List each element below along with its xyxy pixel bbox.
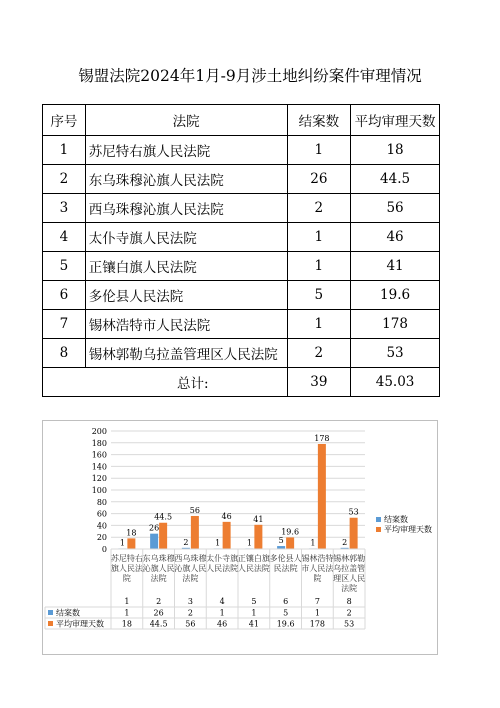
category-label: 人民法院: [237, 564, 270, 573]
row-no: 6: [43, 281, 86, 310]
category-label: 院: [313, 574, 322, 583]
row-court: 锡林浩特市人民法院: [85, 310, 287, 339]
total-cases: 39: [287, 368, 351, 397]
table-value: 18: [121, 619, 132, 629]
data-label: 1: [215, 538, 221, 548]
data-label: 26: [149, 523, 160, 533]
table-value: 1: [219, 608, 225, 618]
bar-days: [350, 518, 358, 549]
bar-days: [254, 525, 262, 549]
y-tick-label: 60: [96, 509, 107, 519]
row-cases: 26: [287, 165, 351, 194]
total-label: 总计:: [43, 368, 288, 397]
row-days: 44.5: [351, 165, 440, 194]
table-value: 44.5: [149, 619, 168, 629]
data-label: 56: [189, 505, 200, 515]
row-cases: 1: [287, 310, 351, 339]
table-row: [43, 223, 440, 252]
bar-days: [223, 522, 231, 549]
row-no: 1: [43, 136, 86, 165]
category-label: 正镶白旗: [237, 554, 270, 563]
row-days: 19.6: [351, 281, 440, 310]
row-cases: 1: [287, 223, 351, 252]
data-label: 178: [314, 433, 330, 443]
category-label: 旗人民法: [110, 564, 143, 573]
row-days: 46: [351, 223, 440, 252]
table-value: 1: [251, 608, 257, 618]
y-tick-label: 80: [96, 497, 107, 507]
table-row: [43, 281, 440, 310]
header-cases: 结案数: [287, 105, 351, 136]
table-row: [43, 310, 440, 339]
row-cases: 1: [287, 136, 351, 165]
table-value: 41: [248, 619, 259, 629]
category-label: 沁旗人民: [174, 564, 207, 573]
data-label: 44.5: [154, 512, 173, 522]
case-table: [42, 104, 440, 397]
row-days: 53: [351, 339, 440, 368]
bar-days: [127, 538, 135, 549]
row-court: 东乌珠穆沁旗人民法院: [85, 165, 287, 194]
category-number: 4: [219, 597, 225, 606]
header-court: 法院: [85, 105, 287, 136]
bar-days: [318, 444, 326, 549]
data-label: 19.6: [281, 527, 300, 537]
category-label: 法院: [341, 584, 358, 593]
table-value: 2: [346, 608, 352, 618]
row-days: 41: [351, 252, 440, 281]
category-number: 5: [251, 597, 257, 606]
row-no: 7: [43, 310, 86, 339]
data-label: 5: [278, 536, 284, 546]
category-label: 西乌珠穆: [174, 554, 207, 563]
table-legend-key: [48, 621, 53, 626]
row-cases: 1: [287, 252, 351, 281]
table-total-row: [43, 368, 440, 397]
y-tick-label: 0: [101, 545, 107, 554]
data-label: 53: [348, 507, 359, 517]
category-label: 民法院: [273, 564, 298, 573]
row-no: 8: [43, 339, 86, 368]
table-value: 56: [185, 619, 196, 629]
data-label: 41: [253, 514, 264, 524]
row-cases: 2: [287, 194, 351, 223]
category-number: 6: [283, 597, 289, 606]
table-value: 26: [153, 608, 164, 618]
bar-cases: [150, 534, 158, 549]
table-row: [43, 252, 440, 281]
row-cases: 2: [287, 339, 351, 368]
category-label: 太仆寺旗: [206, 554, 239, 563]
y-tick-label: 20: [96, 533, 107, 543]
header-days: 平均审理天数: [351, 105, 440, 136]
page-title: 锡盟法院2024年1月-9月涉土地纠纷案件审理情况: [78, 67, 422, 85]
data-label: 46: [221, 511, 232, 521]
bar-chart: [43, 421, 437, 654]
row-days: 56: [351, 194, 440, 223]
y-tick-label: 160: [91, 450, 107, 460]
table-value: 19.6: [276, 619, 295, 629]
table-value: 178: [309, 619, 326, 629]
table-header-row: [43, 105, 440, 136]
bar-days: [159, 523, 167, 549]
table-value: 46: [217, 619, 228, 629]
row-court: 锡林郭勒乌拉盖管理区人民法院: [85, 339, 287, 368]
table-row: [43, 194, 440, 223]
table-legend-key: [48, 610, 53, 615]
row-court: 正镶白旗人民法院: [85, 252, 287, 281]
bar-days: [191, 516, 199, 549]
row-no: 2: [43, 165, 86, 194]
category-label: 法院: [182, 574, 199, 583]
data-label: 2: [183, 537, 189, 547]
category-label: 苏尼特右: [110, 554, 143, 563]
category-label: 人民法院: [206, 564, 239, 573]
chart-frame: [42, 420, 438, 655]
data-label: 1: [119, 538, 125, 548]
table-row: [43, 165, 440, 194]
table-value: 5: [283, 608, 289, 618]
category-label: 院: [122, 574, 131, 583]
header-no: 序号: [43, 105, 86, 136]
category-label: 多伦县人: [269, 554, 302, 563]
table-value: 2: [187, 608, 193, 618]
table-series-name: 平均审理天数: [56, 619, 104, 629]
row-days: 178: [351, 310, 440, 339]
category-label: 理区人民: [333, 574, 366, 583]
bar-days: [286, 537, 294, 549]
y-tick-label: 180: [91, 438, 107, 448]
legend-label: 平均审理天数: [384, 525, 432, 534]
data-label: 18: [126, 528, 137, 538]
row-court: 多伦县人民法院: [85, 281, 287, 310]
total-days: 45.03: [351, 368, 440, 397]
category-number: 2: [156, 597, 162, 606]
category-number: 1: [124, 597, 130, 606]
table-row: [43, 339, 440, 368]
category-label: 锡林浩特: [301, 554, 334, 563]
category-number: 7: [314, 597, 320, 606]
data-label: 1: [310, 538, 316, 548]
category-label: 乌拉盖管: [333, 564, 366, 573]
y-tick-label: 40: [96, 521, 107, 531]
category-number: 8: [346, 597, 352, 606]
row-no: 5: [43, 252, 86, 281]
row-court: 太仆寺旗人民法院: [85, 223, 287, 252]
row-days: 18: [351, 136, 440, 165]
category-label: 市人民法: [301, 564, 334, 573]
y-tick-label: 140: [91, 462, 107, 472]
category-number: 3: [187, 597, 193, 606]
data-label: 2: [342, 537, 348, 547]
table-row: [43, 136, 440, 165]
legend-key: [376, 527, 381, 532]
row-court: 苏尼特右旗人民法院: [85, 136, 287, 165]
row-cases: 5: [287, 281, 351, 310]
category-label: 锡林郭勒: [333, 554, 366, 563]
table-value: 53: [344, 619, 355, 629]
row-no: 3: [43, 194, 86, 223]
y-tick-label: 200: [91, 427, 107, 436]
legend-label: 结案数: [384, 515, 408, 524]
category-label: 沁旗人民: [142, 564, 175, 573]
legend-key: [376, 517, 381, 522]
table-value: 1: [124, 608, 130, 618]
row-no: 4: [43, 223, 86, 252]
table-value: 1: [314, 608, 320, 618]
y-tick-label: 100: [91, 486, 107, 495]
data-label: 1: [246, 538, 252, 548]
row-court: 西乌珠穆沁旗人民法院: [85, 194, 287, 223]
category-label: 法院: [150, 574, 167, 583]
table-series-name: 结案数: [56, 608, 80, 618]
category-label: 东乌珠穆: [142, 554, 175, 563]
y-tick-label: 120: [91, 474, 107, 484]
